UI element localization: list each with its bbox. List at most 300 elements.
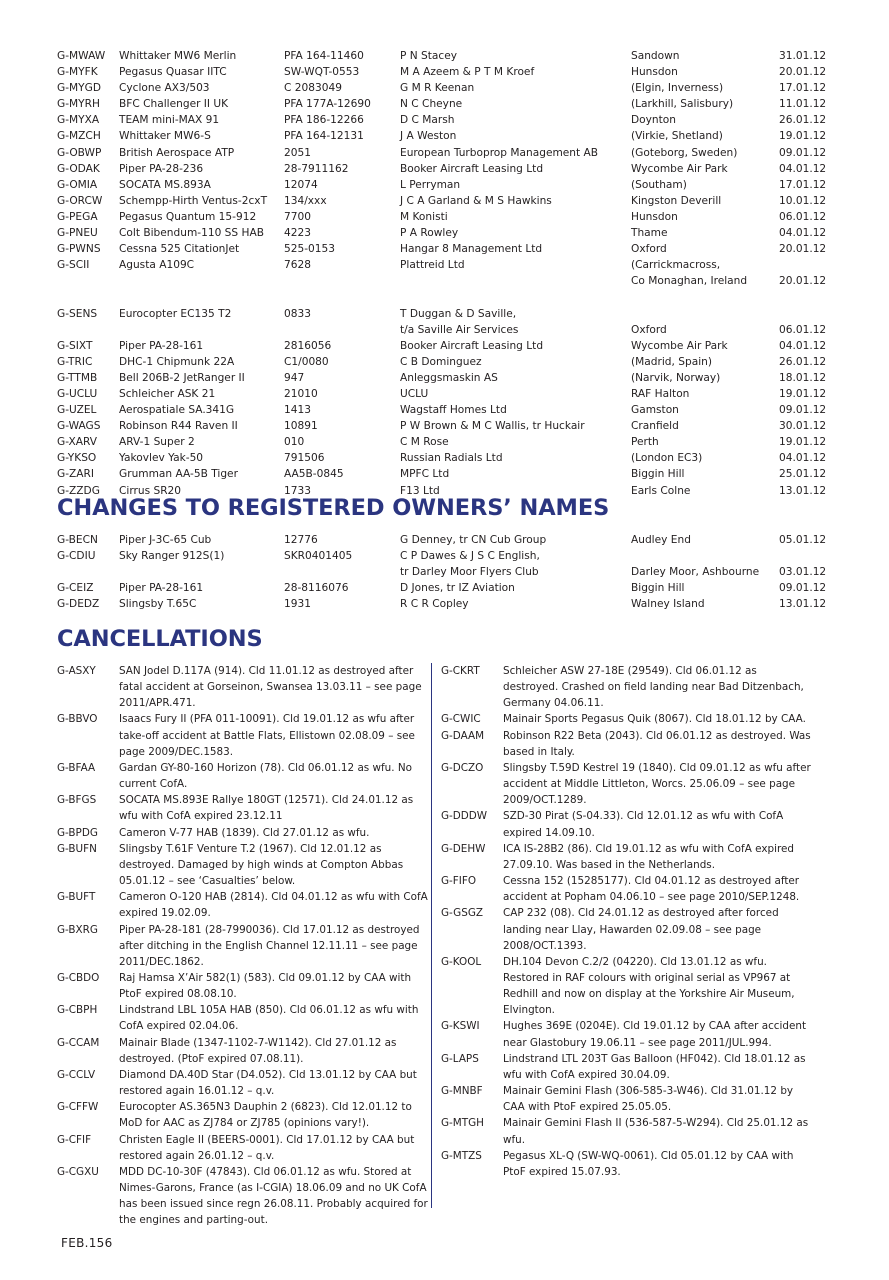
cancellation-entry (441, 728, 815, 760)
owner-name: C M Rose (400, 436, 449, 449)
base-location: (Elgin, Inverness) (631, 82, 724, 95)
construction-number: 7628 (284, 259, 311, 272)
cancellation-entry (57, 711, 431, 759)
registration-mark: G-BXRG (57, 923, 98, 936)
registration-mark: G-CGXU (57, 1165, 99, 1178)
construction-number: 12074 (284, 178, 318, 191)
owner-name: MPFC Ltd (400, 468, 450, 481)
registration-mark: G-SIXT (57, 339, 93, 352)
date: 19.01.12 (779, 130, 827, 143)
base-location: Wycombe Air Park (631, 339, 728, 352)
cancellation-detail: Pegasus XL-Q (SW-WQ-0061). Cld 05.01.12 by CAA with PtoF expired 15.07.93. (503, 1149, 794, 1178)
registration-row (57, 193, 847, 209)
aircraft-type: Piper PA-28-161 (119, 582, 204, 595)
registration-mark: G-TTMB (57, 371, 98, 384)
registration-mark: G-KOOL (441, 955, 482, 968)
column-divider (431, 663, 432, 1208)
cancellation-detail: SAN Jodel D.117A (914). Cld 11.01.12 as destroyed after fatal accident at Gorseinon, Swansea 13.03.11 – see page 2011/APR.471. (119, 665, 422, 710)
change-row (57, 580, 847, 596)
aircraft-type: Cyclone AX3/503 (119, 82, 210, 95)
base-location: RAF Halton (631, 387, 690, 400)
cancellation-entry (441, 841, 815, 873)
owner-name: t/a Saville Air Services (400, 323, 519, 336)
cancellation-entry (57, 970, 431, 1002)
registration-mark: G-DEDZ (57, 598, 100, 611)
construction-number: 791506 (284, 452, 325, 465)
date: 11.01.12 (779, 98, 827, 111)
registration-row (57, 241, 847, 257)
aircraft-type: Sky Ranger 912S(1) (119, 550, 225, 563)
cancellation-entry (57, 1067, 431, 1099)
base-location: Sandown (631, 50, 680, 62)
aircraft-type: DHC-1 Chipmunk 22A (119, 355, 235, 368)
date: 06.01.12 (779, 323, 827, 336)
date: 25.01.12 (779, 468, 827, 481)
owner-name: T Duggan & D Saville, (400, 307, 517, 320)
aircraft-type: Piper J-3C-65 Cub (119, 534, 212, 546)
cancellation-detail: Christen Eagle II (BEERS-0001). Cld 17.01.12 by CAA but restored again 26.01.12 – q.v. (119, 1133, 415, 1162)
base-location: Biggin Hill (631, 468, 685, 481)
registration-mark: G-DEHW (441, 842, 486, 855)
registration-mark: G-PNEU (57, 227, 98, 240)
registration-mark: G-MYRH (57, 98, 100, 111)
cancellation-entry (441, 1083, 815, 1115)
date: 10.01.12 (779, 194, 827, 207)
registration-row (57, 145, 847, 161)
cancellation-entry (57, 841, 431, 889)
cancellation-entry (441, 808, 815, 840)
cancellation-entry (57, 1132, 431, 1164)
registration-mark: G-BBVO (57, 713, 98, 726)
registration-mark: G-CDIU (57, 550, 96, 563)
registration-mark: G-BPDG (57, 826, 98, 839)
construction-number: C1/0080 (284, 355, 329, 368)
aircraft-type: Grumman AA-5B Tiger (119, 468, 238, 481)
owner-name: R C R Copley (400, 598, 469, 611)
aircraft-type: Schempp-Hirth Ventus-2cxT (119, 194, 268, 207)
base-location: (Narvik, Norway) (631, 371, 721, 384)
registration-row (57, 322, 847, 338)
construction-number: 525-0153 (284, 243, 336, 256)
aircraft-type: Pegasus Quasar IITC (119, 66, 227, 79)
cancellation-detail: DH.104 Devon C.2/2 (04220). Cld 13.01.12 as wfu. Restored in RAF colours with original serial as VP967 at Redhill and now on display at the Yorkshire Air Museum, Elvington. (503, 955, 795, 1017)
cancellation-detail: Diamond DA.40D Star (D4.052). Cld 13.01.12 by CAA but restored again 16.01.12 – q.v. (119, 1068, 417, 1098)
cancellation-entry (441, 1018, 815, 1050)
construction-number: 1413 (284, 404, 311, 417)
cancellation-detail: ICA IS-28B2 (86). Cld 19.01.12 as wfu with CofA expired 27.09.10. Was based in the Netherlands. (503, 842, 794, 871)
registration-mark: G-CFFW (57, 1101, 99, 1114)
construction-number: 947 (284, 371, 305, 384)
registration-mark: G-UCLU (57, 387, 98, 400)
registration-mark: G-DCZO (441, 761, 484, 774)
owner-name: L Perryman (400, 178, 461, 191)
date: 04.01.12 (779, 227, 827, 240)
cancellation-detail: SOCATA MS.893E Rallye 180GT (12571). Cld 24.01.12 as wfu with CofA expired 23.12.11 (119, 794, 414, 823)
registration-mark: G-WAGS (57, 420, 101, 433)
date: 20.01.12 (779, 275, 827, 288)
registration-row (57, 306, 847, 322)
date: 26.01.12 (779, 355, 827, 368)
base-location: (Larkhill, Salisbury) (631, 98, 734, 111)
registration-row (57, 96, 847, 112)
owner-name: N C Cheyne (400, 98, 463, 111)
cancellation-detail: Raj Hamsa X’Air 582(1) (583). Cld 09.01.12 by CAA with PtoF expired 08.08.10. (119, 971, 412, 1001)
aircraft-type: Whittaker MW6 Merlin (119, 50, 237, 62)
base-location: Darley Moor, Ashbourne (631, 566, 760, 579)
owner-name: G M R Keenan (400, 82, 475, 95)
date: 13.01.12 (779, 598, 827, 611)
registration-mark: G-CBDO (57, 971, 100, 984)
registration-mark: G-DAAM (441, 729, 485, 742)
owner-name: M Konisti (400, 210, 448, 223)
owner-name: P A Rowley (400, 227, 459, 240)
base-location: Co Monaghan, Ireland (631, 275, 748, 288)
registration-mark: G-CFIF (57, 1133, 92, 1146)
aircraft-type: Piper PA-28-161 (119, 339, 204, 352)
registration-row (57, 80, 847, 96)
construction-number: SW-WQT-0553 (284, 66, 360, 79)
cancellation-entry (57, 792, 431, 824)
construction-number: 21010 (284, 387, 318, 400)
owner-name: M A Azeem & P T M Kroef (400, 66, 535, 79)
date: 30.01.12 (779, 420, 827, 433)
registration-row (57, 402, 847, 418)
construction-number: 134/xxx (284, 194, 327, 207)
cancellation-detail: Schleicher ASW 27-18E (29549). Cld 06.01.12 as destroyed. Crashed on field landing near Bad Ditzenbach, Germany 04.06.11. (503, 665, 804, 710)
owner-name: Russian Radials Ltd (400, 452, 503, 465)
cancellation-detail: Slingsby T.61F Venture T.2 (1967). Cld 12.01.12 as destroyed. Damaged by high winds at Compton Abbas 05.01.12 – see ‘Casualties’ below. (119, 842, 404, 888)
aircraft-type: Bell 206B-2 JetRanger II (119, 371, 245, 384)
registration-row (57, 128, 847, 144)
owner-name: UCLU (400, 387, 429, 400)
registration-mark: G-KSWI (441, 1020, 480, 1033)
base-location: Wycombe Air Park (631, 162, 728, 175)
table-row-spacer (57, 289, 847, 305)
owner-name: tr Darley Moor Flyers Club (400, 566, 539, 579)
date: 04.01.12 (779, 339, 827, 352)
aircraft-type: British Aerospace ATP (119, 146, 235, 159)
construction-number: 0833 (284, 307, 311, 320)
registration-mark: G-CEIZ (57, 582, 94, 595)
base-location: Perth (631, 436, 659, 449)
owner-name: P W Brown & M C Wallis, tr Huckair (400, 420, 585, 433)
owner-name: Anleggsmaskin AS (400, 371, 498, 384)
registration-mark: G-YKSO (57, 452, 97, 465)
registration-row (57, 177, 847, 193)
owner-name: D C Marsh (400, 114, 455, 127)
cancellation-entry (441, 760, 815, 808)
construction-number: 4223 (284, 227, 311, 240)
base-location: (Carrickmacross, (631, 259, 721, 272)
registration-mark: G-CCLV (57, 1068, 96, 1081)
registration-mark: G-MZCH (57, 130, 101, 143)
registration-mark: G-ZARI (57, 468, 95, 481)
date: 18.01.12 (779, 371, 827, 384)
aircraft-type: BFC Challenger II UK (119, 98, 229, 111)
registration-mark: G-MYXA (57, 114, 100, 127)
cancellation-detail: Mainair Gemini Flash II (536-587-5-W294). Cld 25.01.12 as wfu. (503, 1117, 809, 1146)
date: 26.01.12 (779, 114, 827, 127)
aircraft-type: Schleicher ASK 21 (119, 387, 216, 400)
cancellation-detail: Mainair Gemini Flash (306-585-3-W46). Cld 31.01.12 by CAA with PtoF expired 25.05.05. (503, 1085, 794, 1114)
registration-row (57, 418, 847, 434)
changes-table (57, 532, 847, 612)
registration-row (57, 466, 847, 482)
base-location: Oxford (631, 323, 667, 336)
owner-name: Hangar 8 Management Ltd (400, 243, 543, 256)
registration-mark: G-PEGA (57, 210, 98, 223)
aircraft-type: Cirrus SR20 (119, 484, 182, 497)
owner-name: J A Weston (400, 130, 457, 143)
base-location: Oxford (631, 243, 667, 256)
registration-mark: G-ZZDG (57, 484, 100, 497)
registration-mark: G-MTGH (441, 1117, 484, 1130)
footer-page-number: FEB.156 (61, 1236, 113, 1250)
cancellation-detail: Hughes 369E (0204E). Cld 19.01.12 by CAA after accident near Glastobury 19.06.11 – see page 2011/JUL.994. (503, 1020, 807, 1049)
registration-mark: G-ORCW (57, 194, 103, 207)
registration-row (57, 434, 847, 450)
base-location: (London EC3) (631, 452, 703, 465)
date: 20.01.12 (779, 66, 827, 79)
construction-number: C 2083049 (284, 82, 342, 95)
date: 17.01.12 (779, 82, 827, 95)
registration-mark: G-UZEL (57, 404, 97, 417)
cancellation-detail: Isaacs Fury II (PFA 011-10091). Cld 19.01.12 as wfu after take-off accident at Battle Flats, Ellistown 02.08.09 – see page 2009/DEC.1583. (119, 713, 415, 758)
change-row (57, 548, 847, 564)
aircraft-type: Robinson R44 Raven II (119, 420, 238, 433)
owner-name: D Jones, tr IZ Aviation (400, 582, 515, 595)
owner-name: J C A Garland & M S Hawkins (400, 194, 552, 207)
aircraft-type: Colt Bibendum-110 SS HAB (119, 227, 264, 240)
date: 09.01.12 (779, 582, 827, 595)
construction-number: AA5B-0845 (284, 468, 344, 481)
cancellation-entry (57, 1035, 431, 1067)
registrations-table (57, 48, 847, 499)
section-heading-changes: CHANGES TO REGISTERED OWNERS’ NAMES (57, 495, 610, 521)
registration-mark: G-MWAW (57, 50, 106, 62)
construction-number: 28-8116076 (284, 582, 349, 595)
aircraft-type: Agusta A109C (119, 259, 195, 272)
cancellation-entry (441, 711, 815, 727)
cancellation-entry (441, 1148, 815, 1180)
date: 04.01.12 (779, 452, 827, 465)
owner-name: G Denney, tr CN Cub Group (400, 534, 547, 546)
base-location: Cranfield (631, 420, 679, 433)
construction-number: 2816056 (284, 339, 332, 352)
cancellation-detail: CAP 232 (08). Cld 24.01.12 as destroyed after forced landing near Llay, Hawarden 02.09.08 – see page 2008/OCT.1393. (503, 907, 779, 952)
construction-number: PFA 186-12266 (284, 114, 364, 127)
registration-mark: G-CKRT (441, 665, 480, 677)
cancellation-entry (57, 922, 431, 970)
cancellation-detail: MDD DC-10-30F (47843). Cld 06.01.12 as wfu. Stored at Nimes-Garons, France (as I-CGIA) 18.06.09 and no UK CofA has been issued since regn 26.08.11. Probably acquired for the engines and parting-out. (119, 1165, 428, 1227)
base-location: Hunsdon (631, 210, 678, 223)
cancellation-detail: Mainair Sports Pegasus Quik (8067). Cld 18.01.12 by CAA. (503, 713, 806, 726)
cancellation-detail: SZD-30 Pirat (S-04.33). Cld 12.01.12 as wfu with CofA expired 14.09.10. (503, 810, 784, 839)
aircraft-type: Whittaker MW6-S (119, 130, 211, 143)
cancellation-entry (57, 825, 431, 841)
registration-mark: G-MNBF (441, 1085, 483, 1098)
construction-number: 10891 (284, 420, 318, 433)
construction-number: 010 (284, 436, 305, 449)
registration-mark: G-OBWP (57, 146, 102, 159)
cancellation-entry (57, 1164, 431, 1229)
aircraft-type: Aerospatiale SA.341G (119, 404, 235, 417)
cancellation-detail: Cameron V-77 HAB (1839). Cld 27.01.12 as wfu. (119, 826, 370, 839)
aircraft-type: Cessna 525 CitationJet (119, 243, 240, 256)
aircraft-type: Pegasus Quantum 15-912 (119, 210, 257, 223)
cancellations-block (57, 663, 847, 1227)
owner-name: C B Dominguez (400, 355, 482, 368)
registration-row (57, 161, 847, 177)
cancellation-entry (441, 1115, 815, 1147)
cancellation-entry (57, 1099, 431, 1131)
aircraft-type: ARV-1 Super 2 (119, 436, 195, 449)
registration-mark: G-SENS (57, 307, 98, 320)
construction-number: 12776 (284, 534, 318, 546)
cancellation-detail: Cessna 152 (15285177). Cld 04.01.12 as destroyed after accident at Popham 04.06.10 – see page 2010/SEP.1248. (503, 875, 800, 904)
cancellation-detail: Robinson R22 Beta (2043). Cld 06.01.12 as destroyed. Was based in Italy. (503, 729, 811, 758)
base-location: (Goteborg, Sweden) (631, 146, 738, 159)
registration-row (57, 64, 847, 80)
cancellation-entry (441, 905, 815, 953)
registration-mark: G-ODAK (57, 162, 100, 175)
cancellation-entry (441, 1051, 815, 1083)
change-row (57, 532, 847, 548)
owner-name: Plattreid Ltd (400, 259, 465, 272)
registration-mark: G-BFAA (57, 761, 96, 774)
registration-mark: G-BUFT (57, 891, 96, 904)
construction-number: PFA 164-11460 (284, 50, 364, 62)
registration-row (57, 354, 847, 370)
base-location: Thame (631, 227, 668, 240)
date: 09.01.12 (779, 146, 827, 159)
registration-mark: G-MTZS (441, 1149, 482, 1162)
cancellation-detail: Gardan GY-80-160 Horizon (78). Cld 06.01.12 as wfu. No current CofA. (119, 761, 413, 791)
construction-number: SKR0401405 (284, 550, 353, 563)
base-location: Doynton (631, 114, 676, 127)
cancellation-entry (441, 873, 815, 905)
date: 13.01.12 (779, 484, 827, 497)
registration-row (57, 112, 847, 128)
date: 05.01.12 (779, 534, 827, 546)
base-location: Hunsdon (631, 66, 678, 79)
registration-mark: G-GSGZ (441, 907, 483, 920)
registration-row (57, 370, 847, 386)
registration-row (57, 338, 847, 354)
registration-mark: G-OMIA (57, 178, 98, 191)
aircraft-type: Slingsby T.65C (119, 598, 197, 611)
date: 31.01.12 (779, 50, 827, 62)
registration-row (57, 450, 847, 466)
aircraft-type: Eurocopter EC135 T2 (119, 307, 232, 320)
cancellation-entry (441, 954, 815, 1019)
cancellation-detail: Piper PA-28-181 (28-7990036). Cld 17.01.12 as destroyed after ditching in the English Channel 12.11.11 – see page 2011/DEC.1862. (119, 923, 420, 968)
owner-name: European Turboprop Management AB (400, 146, 599, 159)
construction-number: PFA 164-12131 (284, 130, 364, 143)
date: 17.01.12 (779, 178, 827, 191)
aircraft-type: Yakovlev Yak-50 (119, 452, 204, 465)
registration-row (57, 257, 847, 273)
construction-number: 2051 (284, 146, 311, 159)
registration-mark: G-BFGS (57, 794, 97, 807)
registration-row (57, 225, 847, 241)
cancellation-detail: Eurocopter AS.365N3 Dauphin 2 (6823). Cld 12.01.12 to MoD for AAC as ZJ784 or ZJ785 (opinions vary!). (119, 1101, 412, 1130)
registration-mark: G-SCII (57, 259, 90, 272)
construction-number: 28-7911162 (284, 162, 349, 175)
registration-row (57, 386, 847, 402)
base-location: (Madrid, Spain) (631, 355, 712, 368)
aircraft-type: Piper PA-28-236 (119, 162, 204, 175)
owner-name: C P Dawes & J S C English, (400, 550, 540, 563)
registration-mark: G-ASXY (57, 665, 96, 677)
cancellation-detail: Lindstrand LTL 203T Gas Balloon (HF042). Cld 18.01.12 as wfu with CofA expired 30.04.09. (503, 1052, 806, 1081)
cancellation-entry (57, 889, 431, 921)
registration-mark: G-MYGD (57, 82, 102, 95)
registration-row (57, 209, 847, 225)
registration-mark: G-LAPS (441, 1052, 479, 1065)
date: 06.01.12 (779, 210, 827, 223)
owner-name: Wagstaff Homes Ltd (400, 404, 507, 417)
date: 03.01.12 (779, 566, 827, 579)
registration-mark: G-CBPH (57, 1004, 98, 1017)
owner-name: P N Stacey (400, 50, 458, 62)
cancellation-detail: Lindstrand LBL 105A HAB (850). Cld 06.01.12 as wfu with CofA expired 02.04.06. (119, 1004, 419, 1033)
base-location: Biggin Hill (631, 582, 685, 595)
date: 09.01.12 (779, 404, 827, 417)
date: 19.01.12 (779, 387, 827, 400)
cancellation-detail: Slingsby T.59D Kestrel 19 (1840). Cld 09.01.12 as wfu after accident at Middle Littleton, Worcs. 25.06.09 – see page 2009/OCT.1289. (503, 761, 811, 807)
cancellations-left-column (57, 663, 431, 1228)
change-row (57, 564, 847, 580)
owner-name: Booker Aircraft Leasing Ltd (400, 339, 544, 352)
registration-mark: G-BECN (57, 534, 98, 546)
base-location: (Virkie, Shetland) (631, 130, 723, 143)
registration-mark: G-BUFN (57, 842, 97, 855)
owner-name: Booker Aircraft Leasing Ltd (400, 162, 544, 175)
cancellation-entry (57, 1002, 431, 1034)
cancellation-entry (57, 663, 431, 711)
registration-mark: G-FIFO (441, 875, 476, 888)
base-location: Walney Island (631, 598, 705, 611)
registration-mark: G-CWIC (441, 713, 481, 726)
construction-number: 7700 (284, 210, 311, 223)
base-location: (Southam) (631, 178, 687, 191)
date: 04.01.12 (779, 162, 827, 175)
base-location: Gamston (631, 404, 679, 417)
registration-mark: G-TRIC (57, 355, 93, 368)
registration-row (57, 48, 847, 64)
cancellation-detail: Mainair Blade (1347-1102-7-W1142). Cld 27.01.12 as destroyed. (PtoF expired 07.08.11). (119, 1036, 397, 1065)
cancellation-entry (441, 663, 815, 711)
aircraft-type: TEAM mini-MAX 91 (119, 114, 220, 127)
base-location: Earls Colne (631, 484, 691, 497)
registration-mark: G-DDDW (441, 810, 488, 823)
change-row (57, 596, 847, 612)
aircraft-type: SOCATA MS.893A (119, 178, 211, 191)
section-heading-cancellations: CANCELLATIONS (57, 626, 263, 652)
construction-number: PFA 177A-12690 (284, 98, 371, 111)
registration-mark: G-MYFK (57, 66, 98, 79)
registration-mark: G-PWNS (57, 243, 101, 256)
construction-number: 1733 (284, 484, 311, 497)
owner-name: F13 Ltd (400, 484, 440, 497)
registration-row (57, 273, 847, 289)
cancellation-detail: Cameron O-120 HAB (2814). Cld 04.01.12 as wfu with CofA expired 19.02.09. (119, 891, 428, 920)
registration-mark: G-XARV (57, 436, 98, 449)
base-location: Audley End (631, 534, 691, 546)
base-location: Kingston Deverill (631, 194, 722, 207)
date: 20.01.12 (779, 243, 827, 256)
